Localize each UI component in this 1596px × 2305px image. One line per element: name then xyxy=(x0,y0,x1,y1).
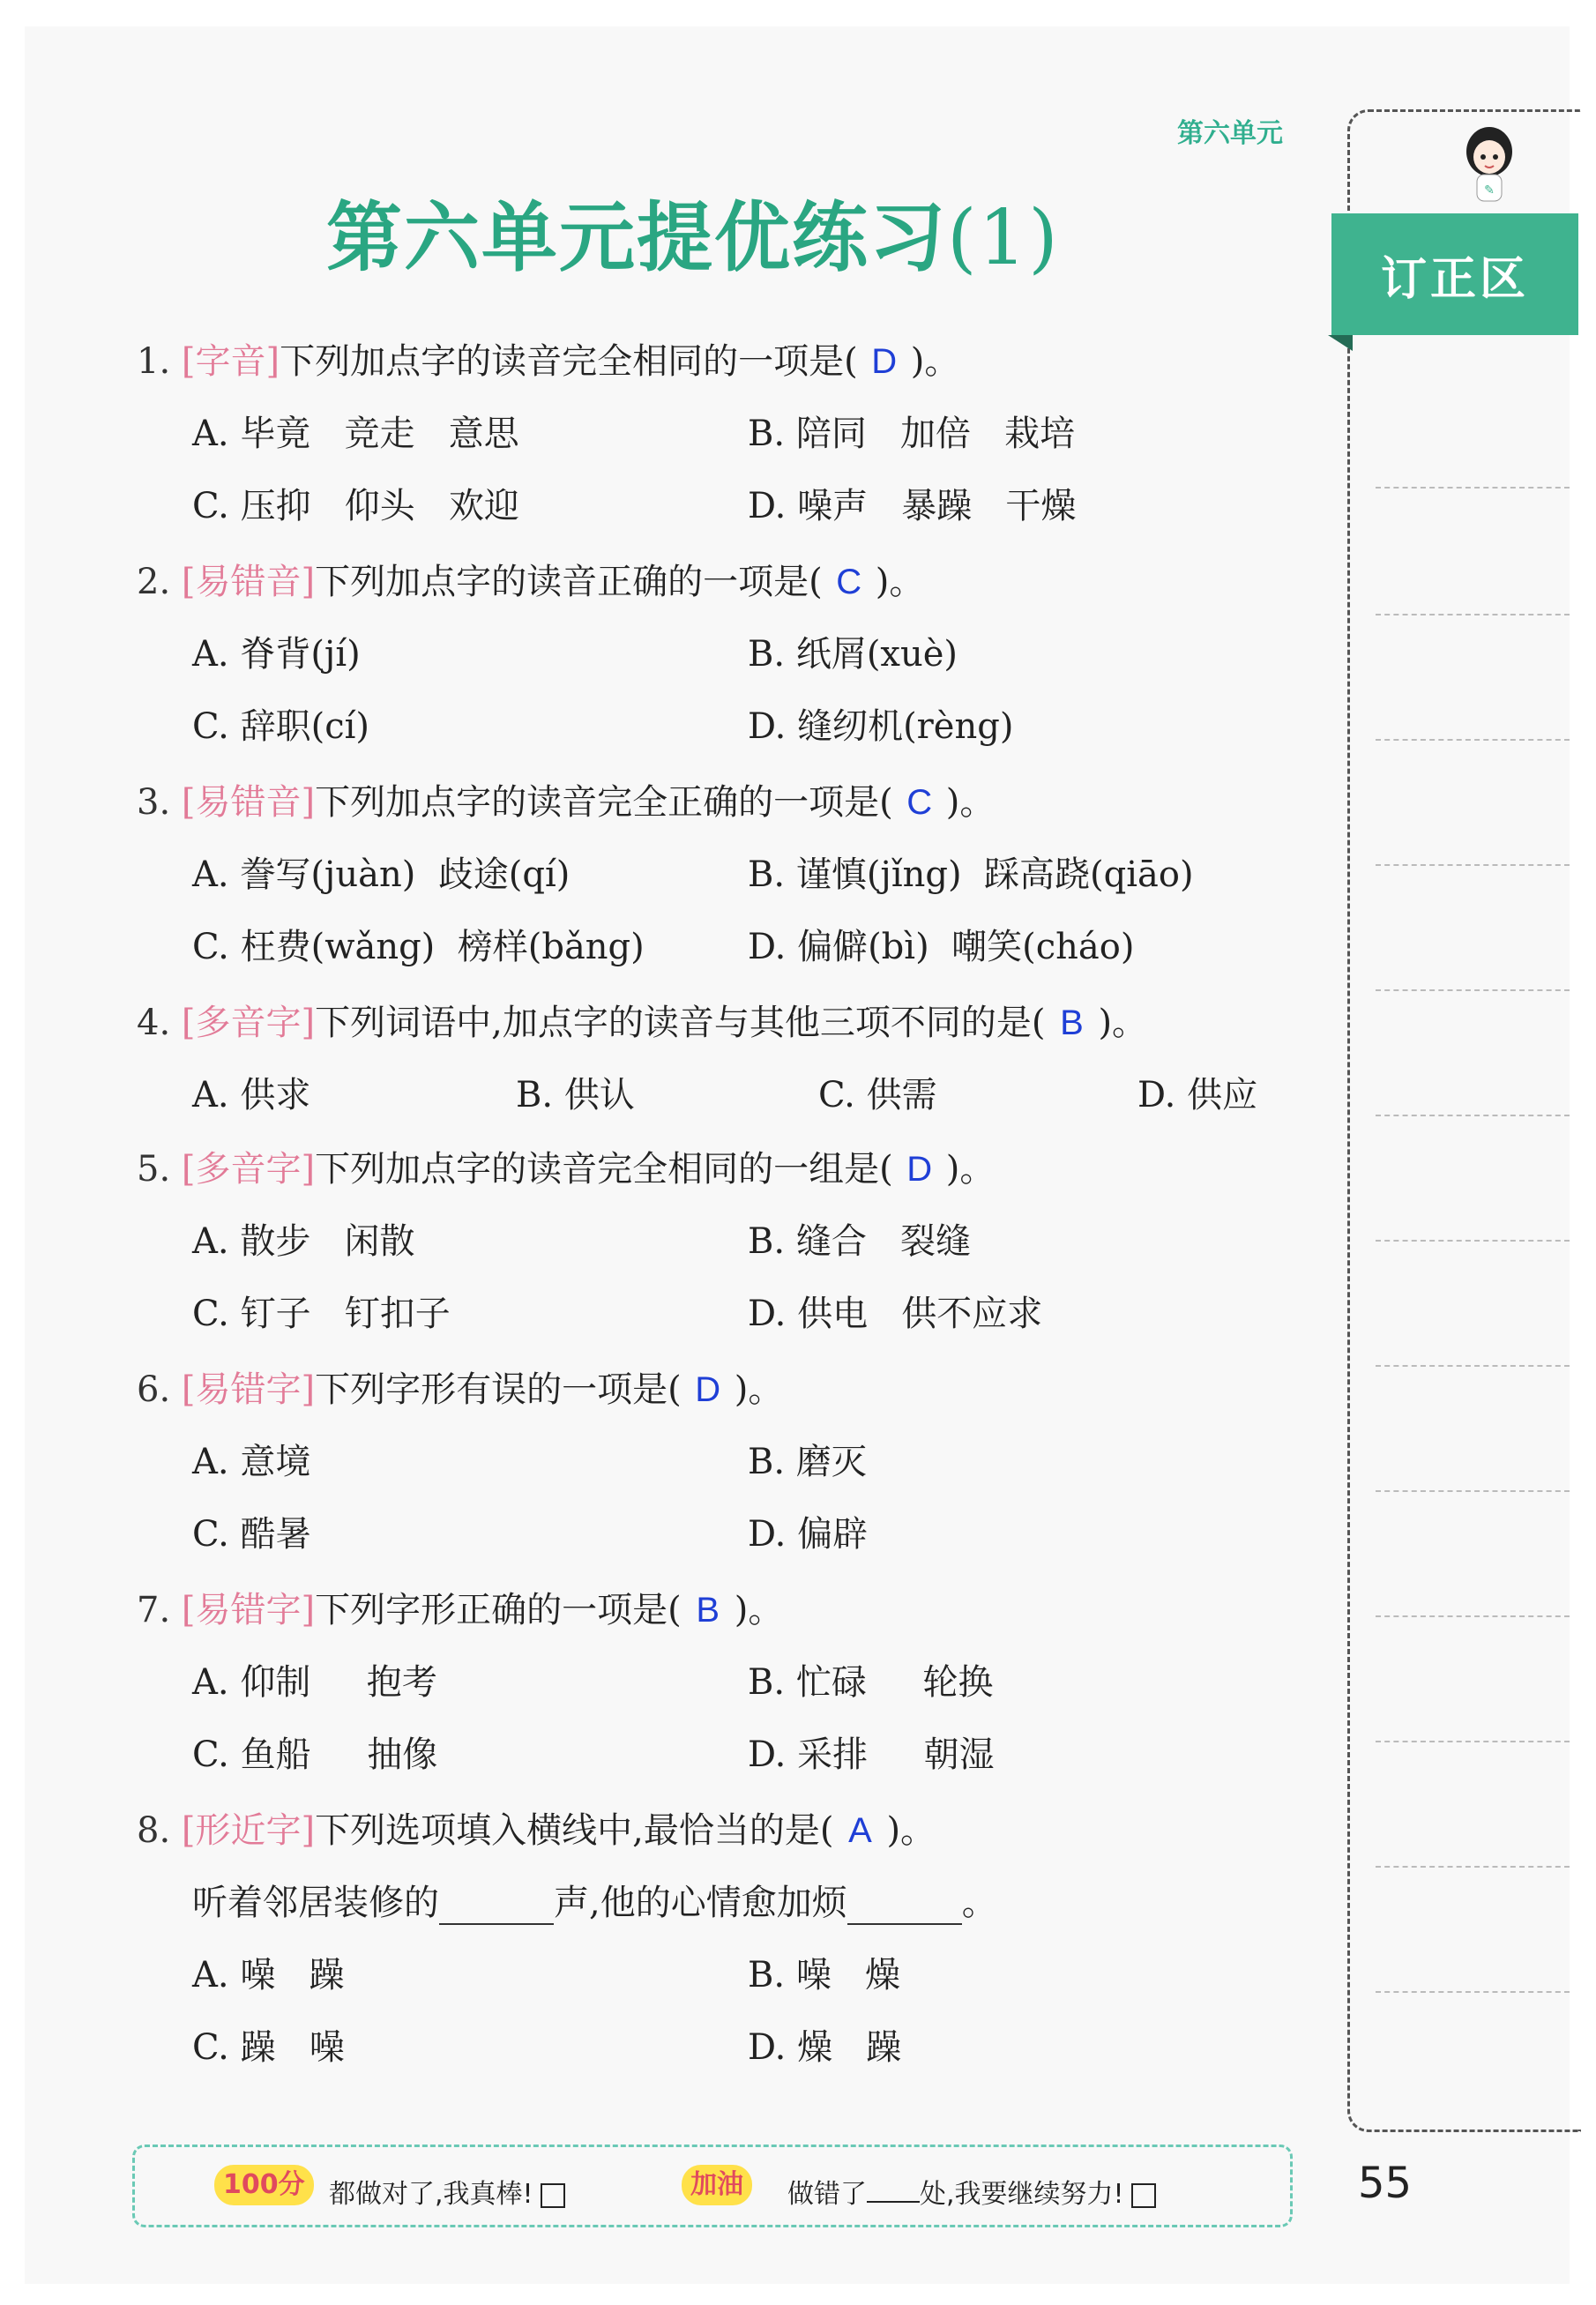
option-c xyxy=(818,1067,937,1117)
option-word: 噪声 xyxy=(797,486,869,526)
option-word: 散步 xyxy=(240,1221,311,1262)
option-label: B. xyxy=(748,854,786,895)
option-label: D. xyxy=(748,927,787,967)
option-label: B. xyxy=(748,1221,786,1262)
question-8 xyxy=(137,1802,936,1853)
option-word: 供需 xyxy=(866,1075,937,1115)
correction-line xyxy=(1376,1115,1570,1116)
option-word: 抽像 xyxy=(367,1734,438,1775)
question-text: 下列加点字的读音正确的一项是( xyxy=(315,562,823,602)
option-label: C. xyxy=(192,706,229,747)
question-number: 7. xyxy=(137,1590,171,1630)
question-3 xyxy=(137,774,995,824)
option-label: A. xyxy=(192,1075,229,1115)
correction-line xyxy=(1376,1991,1570,1993)
self-assessment-all-correct xyxy=(329,2172,565,2211)
option-word: 采排 xyxy=(797,1734,869,1775)
keep-trying-checkbox[interactable] xyxy=(1131,2183,1156,2208)
option-word: 躁 xyxy=(309,1955,345,1995)
option-d xyxy=(748,1727,995,1777)
option-word: 踩高跷(qiāo) xyxy=(984,854,1194,895)
option-d xyxy=(748,698,1013,749)
option-word: 钉扣子 xyxy=(344,1294,451,1334)
option-c xyxy=(192,1506,311,1556)
option-a xyxy=(192,1067,310,1117)
question-text: 下列词语中,加点字的读音与其他三项不同的是( xyxy=(315,1003,1046,1043)
option-b xyxy=(516,1067,635,1117)
all-correct-checkbox[interactable] xyxy=(541,2183,565,2208)
option-label: D. xyxy=(748,1294,787,1334)
sentence-part: 听着邻居装修的 xyxy=(192,1883,439,1923)
question-close: )。 xyxy=(886,1810,936,1851)
correction-line xyxy=(1376,1240,1570,1242)
option-label: B. xyxy=(748,1442,786,1482)
option-b xyxy=(748,1213,971,1264)
question-close: )。 xyxy=(1098,1003,1148,1043)
banner-fold xyxy=(1328,335,1353,351)
question-text: 下列字形正确的一项是( xyxy=(315,1590,682,1630)
option-word: 抱考 xyxy=(366,1662,437,1703)
question-tag: [形近字] xyxy=(181,1810,316,1851)
option-label: C. xyxy=(192,1294,229,1334)
self-assessment-bar xyxy=(132,2145,1293,2227)
keep-trying-text: 处,我要继续努力! xyxy=(920,2179,1124,2210)
option-word: 脊背(jí) xyxy=(240,634,361,675)
option-word: 噪 xyxy=(240,1955,276,1995)
blank-line xyxy=(439,1893,554,1925)
full-score-badge: 100分 xyxy=(214,2165,314,2205)
question-number: 2. xyxy=(137,562,171,602)
option-word: 供不应求 xyxy=(901,1294,1043,1334)
option-c xyxy=(192,1286,451,1336)
option-label: B. xyxy=(748,1662,786,1703)
question-close: )。 xyxy=(945,782,996,823)
question-4 xyxy=(137,995,1147,1045)
option-b xyxy=(748,847,1194,897)
correction-line xyxy=(1376,1365,1570,1367)
option-word: 轮换 xyxy=(922,1662,994,1703)
correction-area xyxy=(1347,109,1581,2132)
unit-header: 第六单元 xyxy=(1177,118,1283,149)
svg-text:✎: ✎ xyxy=(1484,183,1495,198)
option-word: 钉子 xyxy=(240,1294,311,1334)
option-label: C. xyxy=(192,1734,229,1775)
option-label: A. xyxy=(192,1662,229,1703)
option-label: D. xyxy=(748,1734,787,1775)
option-word: 躁 xyxy=(866,2027,902,2068)
question-close: )。 xyxy=(875,562,925,602)
title-main: 第六单元提优练习 xyxy=(326,194,947,282)
question-tag: [易错音] xyxy=(181,562,316,602)
question-tag: [易错音] xyxy=(181,782,316,823)
option-word: 燥 xyxy=(797,2027,833,2068)
page-title xyxy=(326,176,1060,286)
option-word: 缝合 xyxy=(795,1221,867,1262)
option-a xyxy=(192,1213,414,1264)
correction-line xyxy=(1376,1490,1570,1492)
option-word: 供求 xyxy=(240,1075,311,1115)
option-word: 干燥 xyxy=(1005,486,1077,526)
option-c xyxy=(192,1727,437,1777)
option-word: 鱼船 xyxy=(240,1734,311,1775)
option-word: 酷暑 xyxy=(240,1514,311,1555)
question-tag: [易错字] xyxy=(181,1369,316,1410)
answer: D xyxy=(695,1370,721,1409)
page-number: 55 xyxy=(1358,2159,1413,2208)
question-text: 下列字形有误的一项是( xyxy=(315,1369,682,1410)
question-number: 1. xyxy=(137,341,171,382)
option-word: 供电 xyxy=(797,1294,869,1334)
option-b xyxy=(748,1434,867,1484)
option-word: 歧途(qí) xyxy=(437,854,571,895)
question-text: 下列加点字的读音完全相同的一组是( xyxy=(315,1149,893,1190)
option-word: 躁 xyxy=(240,2027,276,2068)
question-close: )。 xyxy=(945,1149,996,1190)
option-label: A. xyxy=(192,634,229,675)
question-7 xyxy=(137,1582,783,1632)
option-c xyxy=(192,478,519,528)
option-word: 陪同 xyxy=(795,414,867,454)
answer: C xyxy=(836,563,862,601)
correction-line xyxy=(1376,614,1570,615)
option-b xyxy=(748,406,1075,456)
option-word: 枉费(wǎng) xyxy=(240,927,436,967)
blank-line xyxy=(847,1893,962,1925)
answer: D xyxy=(871,342,898,381)
option-label: D. xyxy=(748,1514,787,1555)
question-text: 下列选项填入横线中,最恰当的是( xyxy=(315,1810,834,1851)
correction-line xyxy=(1376,1615,1570,1617)
option-word: 谨慎(jǐng) xyxy=(795,854,962,895)
answer: B xyxy=(696,1591,720,1630)
option-b xyxy=(748,1947,900,1997)
option-a xyxy=(192,626,361,676)
option-c xyxy=(192,2019,345,2070)
option-d xyxy=(748,1506,868,1556)
option-word: 偏僻(bì) xyxy=(797,927,929,967)
option-word: 暴躁 xyxy=(901,486,973,526)
option-a xyxy=(192,1434,310,1484)
option-word: 噪 xyxy=(795,1955,832,1995)
question-text: 下列加点字的读音完全相同的一项是( xyxy=(280,341,858,382)
answer: B xyxy=(1060,1003,1084,1042)
option-word: 欢迎 xyxy=(448,486,519,526)
option-word: 偏辟 xyxy=(797,1514,869,1555)
option-word: 供认 xyxy=(563,1075,635,1115)
option-a xyxy=(192,406,519,456)
question-close: )。 xyxy=(734,1369,784,1410)
option-label: B. xyxy=(516,1075,554,1115)
option-b xyxy=(748,626,958,676)
option-label: C. xyxy=(818,1075,855,1115)
answer: D xyxy=(906,1150,933,1189)
mistakes-text: 做错了 xyxy=(787,2179,867,2210)
question-number: 5. xyxy=(137,1149,171,1190)
question-number: 8. xyxy=(137,1810,171,1851)
correction-line xyxy=(1376,487,1570,489)
option-word: 朝湿 xyxy=(923,1734,995,1775)
question-close: )。 xyxy=(910,341,960,382)
option-label: A. xyxy=(192,1442,229,1482)
option-c xyxy=(192,698,369,749)
option-label: C. xyxy=(192,927,229,967)
option-label: B. xyxy=(748,414,786,454)
question-2 xyxy=(137,554,924,604)
option-word: 压抑 xyxy=(240,486,311,526)
sentence-part: 声,他的心情愈加烦 xyxy=(554,1883,847,1923)
option-label: A. xyxy=(192,1221,229,1262)
option-word: 仰制 xyxy=(240,1662,311,1703)
option-word: 裂缝 xyxy=(899,1221,971,1262)
option-word: 意思 xyxy=(448,414,519,454)
correction-line xyxy=(1376,864,1570,866)
question-tag: [多音字] xyxy=(181,1149,316,1190)
option-d xyxy=(748,2019,901,2070)
option-label: C. xyxy=(192,486,229,526)
option-word: 磨灭 xyxy=(795,1442,867,1482)
option-label: D. xyxy=(748,486,787,526)
option-word: 燥 xyxy=(864,1955,900,1995)
option-word: 榜样(bǎng) xyxy=(457,927,645,967)
option-a xyxy=(192,1654,437,1705)
question-number: 3. xyxy=(137,782,171,823)
correction-line xyxy=(1376,1741,1570,1742)
option-word: 忙碌 xyxy=(795,1662,867,1703)
question-close: )。 xyxy=(734,1590,784,1630)
option-d xyxy=(1137,1067,1257,1117)
correction-line xyxy=(1376,1866,1570,1868)
correction-line xyxy=(1376,989,1570,991)
option-word: 仰头 xyxy=(344,486,415,526)
option-c xyxy=(192,919,645,969)
option-label: B. xyxy=(748,634,786,675)
keep-going-badge: 加油 xyxy=(682,2165,752,2205)
option-b xyxy=(748,1654,993,1705)
question-tag: [多音字] xyxy=(181,1003,316,1043)
option-d xyxy=(748,919,1134,969)
fill-sentence xyxy=(192,1875,997,1925)
correction-line xyxy=(1376,739,1570,741)
option-word: 闲散 xyxy=(344,1221,415,1262)
option-a xyxy=(192,847,570,897)
self-assessment-mistakes xyxy=(787,2172,1156,2211)
question-number: 6. xyxy=(137,1369,171,1410)
all-correct-text: 都做对了,我真棒! xyxy=(329,2179,533,2210)
option-word: 栽培 xyxy=(1004,414,1076,454)
sentence-part: 。 xyxy=(961,1883,997,1923)
option-word: 纸屑(xuè) xyxy=(795,634,958,675)
option-word: 毕竟 xyxy=(240,414,311,454)
question-tag: [字音] xyxy=(181,341,280,382)
option-d xyxy=(748,478,1076,528)
option-word: 竞走 xyxy=(344,414,415,454)
question-number: 4. xyxy=(137,1003,171,1043)
option-label: D. xyxy=(1137,1075,1176,1115)
answer: C xyxy=(906,783,933,822)
option-word: 缝纫机(rèng) xyxy=(797,706,1014,747)
option-word: 意境 xyxy=(240,1442,311,1482)
answer: A xyxy=(848,1811,872,1850)
girl-mascot-icon xyxy=(1455,122,1524,210)
option-label: B. xyxy=(748,1955,786,1995)
option-word: 供应 xyxy=(1187,1075,1258,1115)
option-word: 辞职(cí) xyxy=(240,706,370,747)
option-word: 誊写(juàn) xyxy=(240,854,416,895)
option-label: A. xyxy=(192,854,229,895)
option-word: 嘲笑(cháo) xyxy=(951,927,1135,967)
question-5 xyxy=(137,1141,995,1191)
question-text: 下列加点字的读音完全正确的一项是( xyxy=(315,782,893,823)
option-label: A. xyxy=(192,1955,229,1995)
option-word: 加倍 xyxy=(899,414,971,454)
mistake-count-blank[interactable] xyxy=(867,2201,920,2203)
correction-label: 订正区 xyxy=(1331,213,1578,335)
option-d xyxy=(748,1286,1042,1336)
option-label: A. xyxy=(192,414,229,454)
option-word: 噪 xyxy=(309,2027,345,2068)
question-6 xyxy=(137,1361,783,1412)
option-label: D. xyxy=(748,706,787,747)
option-label: D. xyxy=(748,2027,787,2068)
option-a xyxy=(192,1947,344,1997)
option-label: C. xyxy=(192,2027,229,2068)
question-tag: [易错字] xyxy=(181,1590,316,1630)
title-number: (1) xyxy=(947,194,1060,282)
option-label: C. xyxy=(192,1514,229,1555)
question-1 xyxy=(137,333,959,384)
